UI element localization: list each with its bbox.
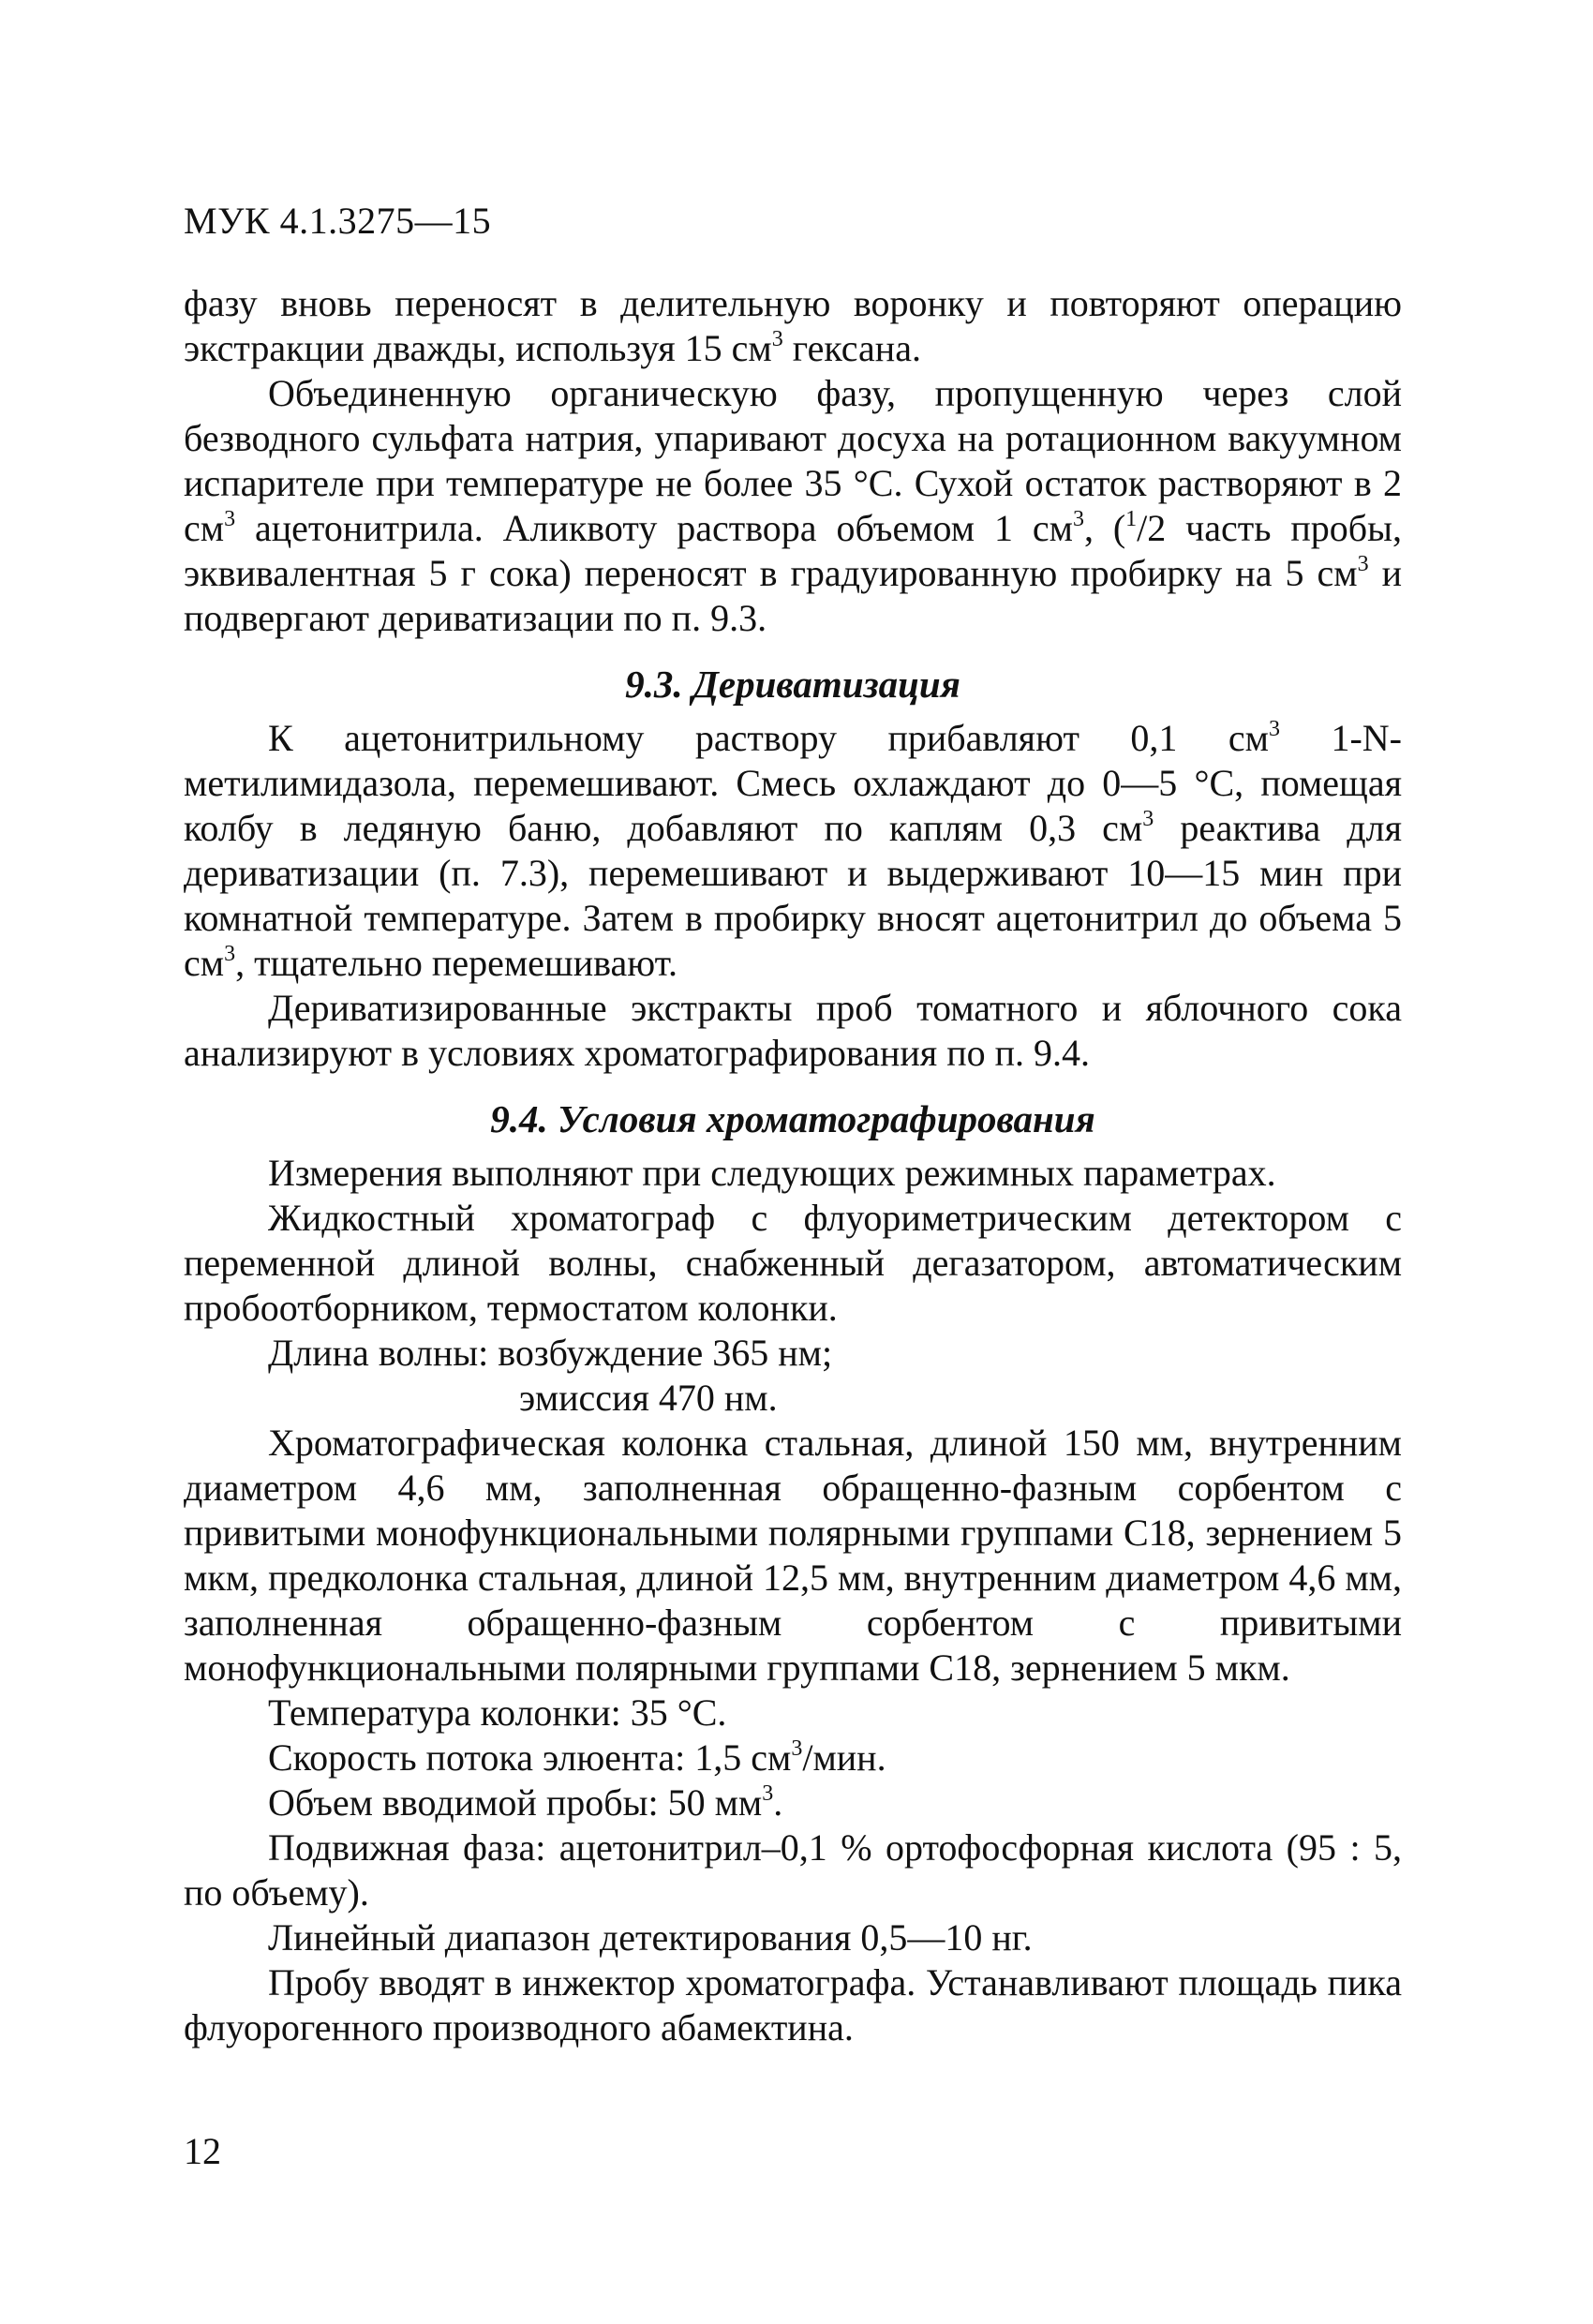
text-run: фазу вновь переносят в делительную воронку и повторяют операцию экстракции дважды, используя 15 см [184,282,1402,369]
superscript: 3 [224,506,236,531]
paragraph-mobile-phase: Подвижная фаза: ацетонитрил–0,1 % ортофосфорная кислота (95 : 5, по объему). [184,1826,1402,1914]
text-run: . [773,1781,783,1824]
text-run: Объединенную органическую фазу, пропущенную через слой безводного сульфата натрия, упаривают досуха на ротационном вакуумном испарителе при температуре не более 35 °C. Сухой остаток растворяют в 2 см [184,372,1402,549]
paragraph-wavelength-excitation: Длина волны: возбуждение 365 нм; [268,1332,833,1374]
fraction-denominator: /2 [1137,507,1167,549]
paragraph-measurement-params: Измерения выполняют при следующих режимных параметрах. [268,1152,1276,1194]
superscript: 3 [224,941,236,966]
text-run: гексана. [782,327,921,369]
fraction-numerator: 1 [1125,506,1138,531]
paragraph-column-temperature: Температура колонки: 35 °C. [268,1691,727,1734]
text-run: /мин. [802,1736,886,1779]
text-run: К ацетонитрильному раствору прибавляют 0,1 см [268,717,1269,759]
paragraph-chromatograph: Жидкостный хроматограф с флуориметрическим детектором с переменной длиной волны, снабженный дегазатором, автоматическим пробоотборником, термостатом колонки. [184,1197,1402,1329]
text-run: реактива для дериватизации (п. 7.3), перемешивают и выдерживают 10—15 мин при комнатной температуре. Затем в пробирку вносят ацетонитрил до объема 5 см [184,807,1402,984]
text-run: Объем вводимой пробы: 50 мм [268,1781,763,1824]
paragraph-extraction-repeat [184,281,1402,371]
text-run: Скорость потока элюента: 1,5 см [268,1736,792,1779]
document-code-header: МУК 4.1.3275—15 [184,200,492,242]
superscript: 3 [1357,551,1369,576]
text-run: , ( [1083,507,1126,549]
fraction [1125,507,1166,549]
text-run: 1-N-метилимидазола, перемешивают. Смесь охлаждают до 0—5 °C, помещая колбу в ледяную баню, добавляют по каплям 0,3 см [184,717,1402,849]
superscript: 3 [762,1780,774,1806]
paragraph-wavelength-emission: эмиссия 470 нм. [519,1377,778,1419]
section-heading-derivatization: 9.3. Дериватизация [625,663,960,706]
paragraph-injection-procedure: Пробу вводят в инжектор хроматографа. Устанавливают площадь пика флуорогенного производного абамектина. [184,1961,1402,2048]
superscript: 3 [771,326,783,351]
superscript: 3 [1072,506,1084,531]
page-number: 12 [184,2130,221,2172]
superscript: 3 [791,1736,803,1761]
superscript: 3 [1268,716,1280,741]
paragraph-injection-volume [184,1780,1402,1825]
superscript: 3 [1142,806,1154,831]
paragraph-flow-rate [184,1736,1402,1780]
text-run: ацетонитрила. Аликвоту раствора объемом 1 см [235,507,1073,549]
paragraph-derivatization-procedure [184,716,1402,986]
text-run: и подвергают дериватизации по п. 9.3. [184,552,1403,639]
paragraph-evaporation [184,371,1402,641]
paragraph-column: Хроматографическая колонка стальная, длиной 150 мм, внутренним диаметром 4,6 мм, заполненная обращенно-фазным сорбентом с привитыми монофункциональными полярными группами C18, зернением 5 мкм, предколонка стальная, длиной 12,5 мм, внутренним диаметром 4,6 мм, заполненная обращенно-фазным сорбентом с привитыми монофункциональными полярными группами C18, зернением 5 мкм. [184,1422,1402,1689]
text-run: часть пробы, эквивалентная 5 г сока) переносят в градуированную пробирку на 5 см [184,507,1403,594]
text-run: , тщательно перемешивают. [235,942,678,984]
paragraph-derivatized-extracts: Дериватизированные экстракты проб томатного и яблочного сока анализируют в условиях хроматографирования по п. 9.4. [184,987,1402,1074]
section-heading-chromatography-conditions: 9.4. Условия хроматографирования [490,1097,1095,1140]
paragraph-linear-range: Линейный диапазон детектирования 0,5—10 нг. [268,1916,1033,1959]
page-body [184,281,1402,2050]
